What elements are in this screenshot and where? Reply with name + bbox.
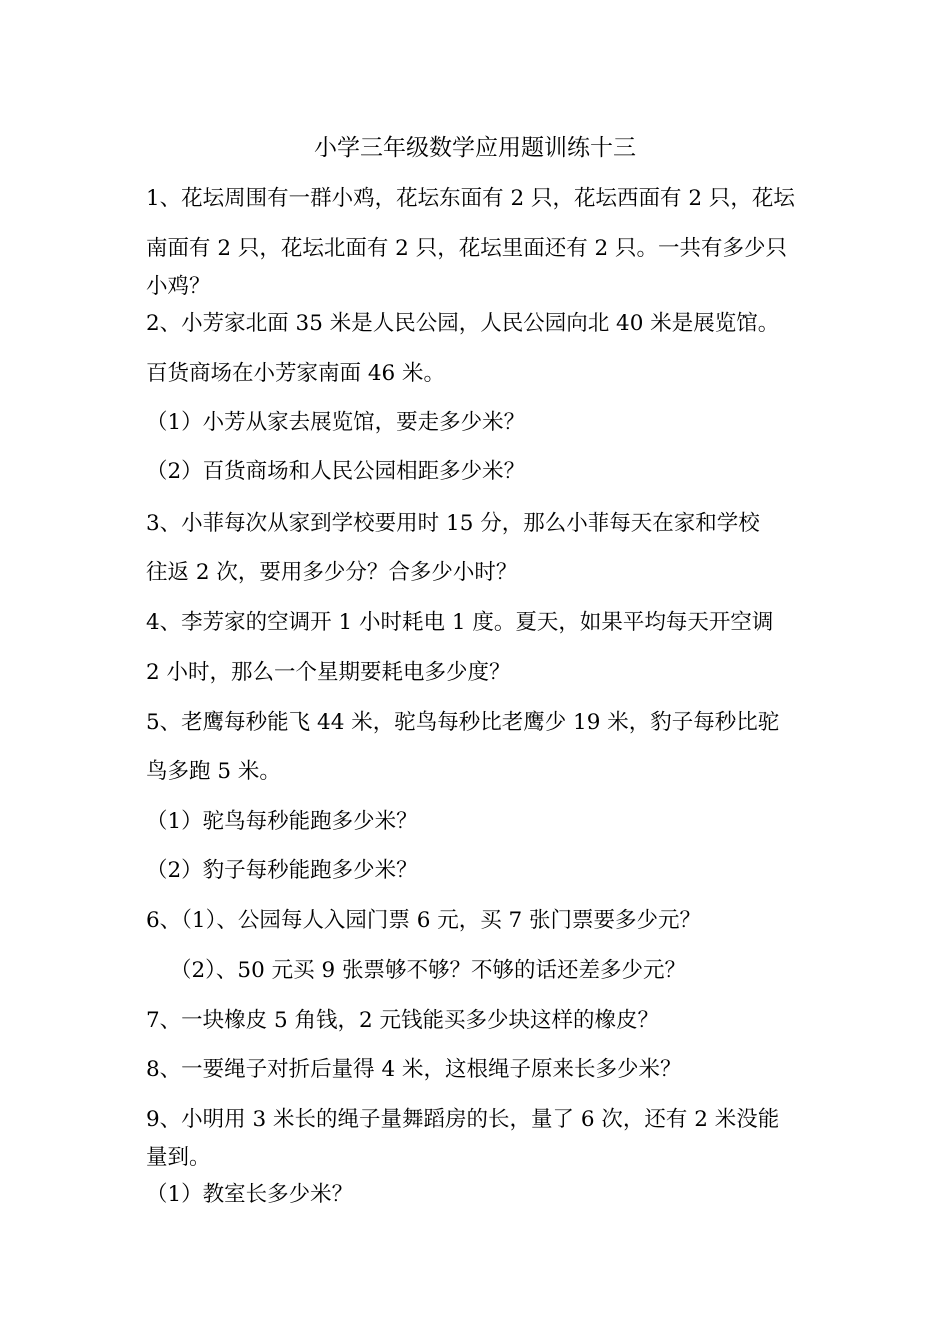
question-2-line-1: 2、小芳家北面 35 米是人民公园，人民公园向北 40 米是展览馆。 [146, 311, 780, 336]
question-2-line-2: 百货商场在小芳家南面 46 米。 [146, 361, 446, 386]
question-9-sub-1: （1）教室长多少米？ [146, 1182, 354, 1207]
page-title: 小学三年级数学应用题训练十三 [314, 135, 636, 161]
question-2-sub-2: （2）百货商场和人民公园相距多少米？ [146, 459, 526, 484]
question-1-line-2: 南面有 2 只，花坛北面有 2 只，花坛里面还有 2 只。一共有多少只 [146, 236, 788, 261]
question-1-line-1: 1、花坛周围有一群小鸡，花坛东面有 2 只，花坛西面有 2 只，花坛 [146, 186, 795, 211]
question-5-sub-2: （2）豹子每秒能跑多少米？ [146, 858, 418, 883]
question-7-line-1: 7、一块橡皮 5 角钱，2 元钱能买多少块这样的橡皮？ [146, 1008, 660, 1033]
question-8-line-1: 8、一要绳子对折后量得 4 米，这根绳子原来长多少米？ [146, 1057, 682, 1082]
question-5-line-2: 鸟多跑 5 米。 [146, 759, 281, 784]
question-5-line-1: 5、老鹰每秒能飞 44 米，驼鸟每秒比老鹰少 19 米，豹子每秒比驼 [146, 710, 780, 735]
question-9-line-1: 9、小明用 3 米长的绳子量舞蹈房的长，量了 6 次，还有 2 米没能 [146, 1107, 780, 1132]
question-6-sub-1: 6、（1）、公园每人入园门票 6 元，买 7 张门票要多少元？ [146, 908, 702, 933]
question-5-sub-1: （1）驼鸟每秒能跑多少米？ [146, 809, 418, 834]
question-1-line-3: 小鸡？ [146, 274, 211, 299]
question-4-line-2: 2 小时，那么一个星期要耗电多少度？ [146, 660, 511, 685]
question-3-line-1: 3、小菲每次从家到学校要用时 15 分，那么小菲每天在家和学校 [146, 511, 760, 536]
question-9-line-2: 量到。 [146, 1145, 211, 1170]
question-4-line-1: 4、李芳家的空调开 1 小时耗电 1 度。夏天，如果平均每天开空调 [146, 610, 774, 635]
question-3-line-2: 往返 2 次，要用多少分？合多少小时？ [146, 560, 518, 585]
question-2-sub-1: （1）小芳从家去展览馆，要走多少米？ [146, 410, 526, 435]
question-6-sub-2: （2）、50 元买 9 张票够不够？不够的话还差多少元？ [170, 958, 686, 983]
